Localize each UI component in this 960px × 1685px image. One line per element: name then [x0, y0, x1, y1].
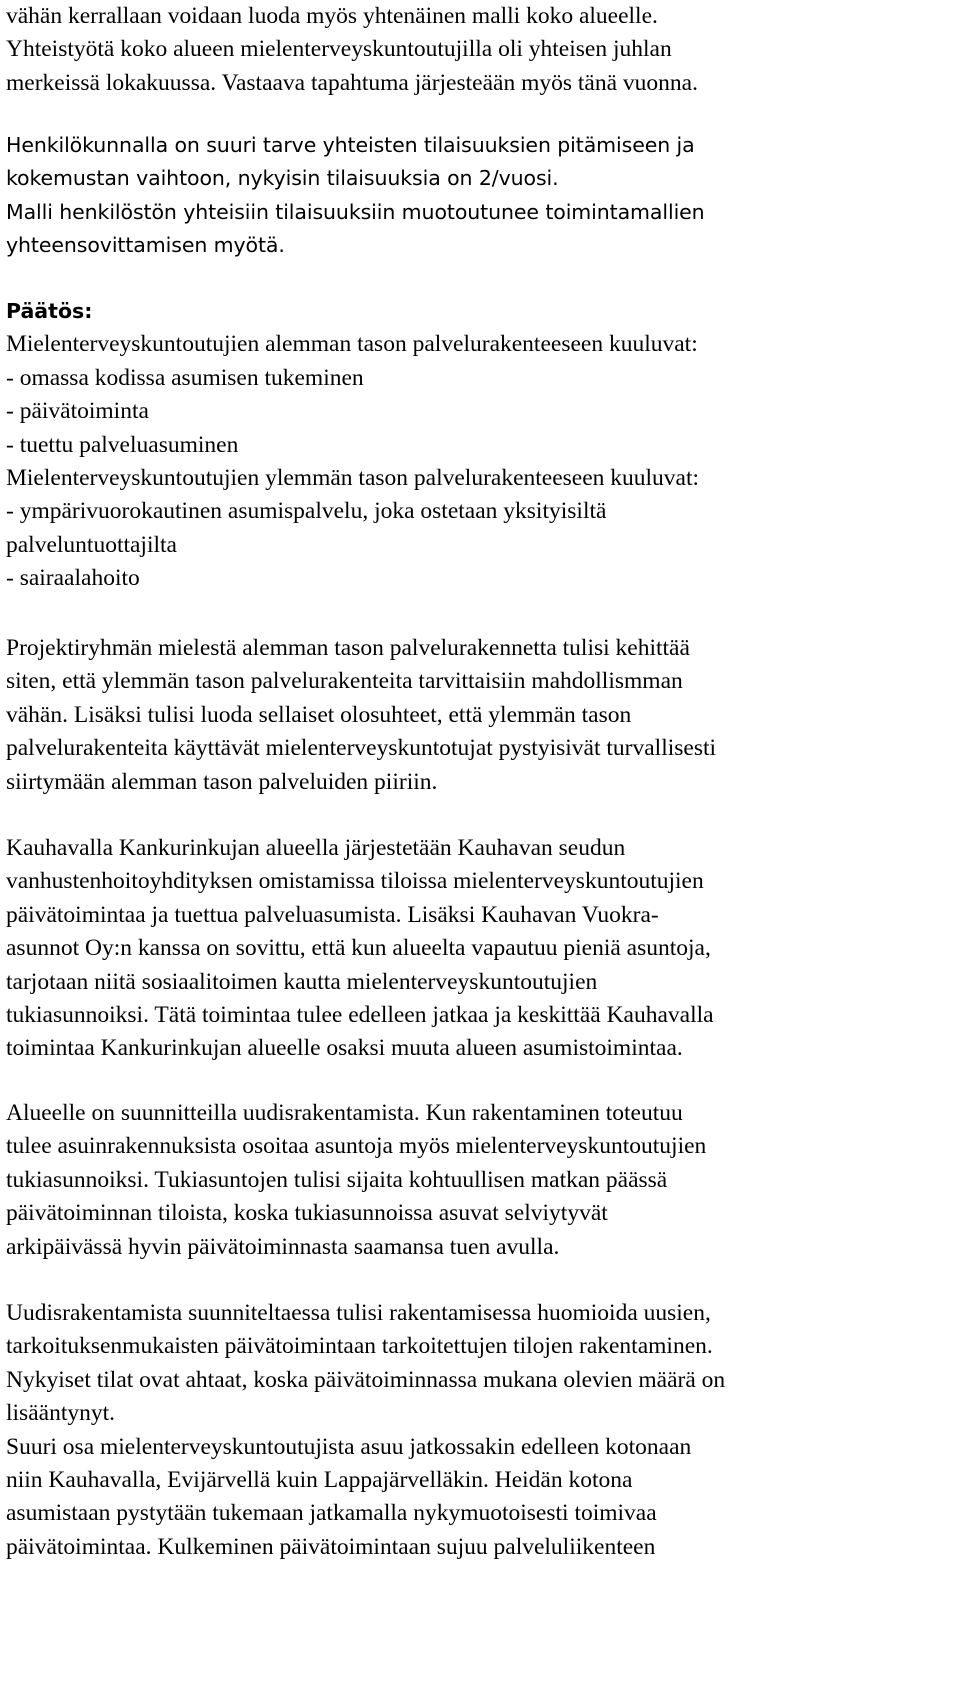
- text-line: tarjotaan niitä sosiaalitoimen kautta mielenterveyskuntoutujien: [6, 968, 598, 995]
- text-line: vähän kerrallaan voidaan luoda myös yhtenäinen malli koko alueelle.: [6, 3, 658, 29]
- text-line: Henkilökunnalla on suuri tarve yhteisten tilaisuuksien pitämiseen ja: [6, 133, 695, 157]
- text-line: Malli henkilöstön yhteisiin tilaisuuksiin muotoutunee toimintamallien: [6, 199, 705, 224]
- text-line: tarkoituksenmukaisten päivätoimintaan tarkoitettujen tilojen rakentaminen.: [6, 1333, 713, 1360]
- list-item: - sairaalahoito: [6, 565, 140, 592]
- text-line: Projektiryhmän mielestä alemman tason palvelurakennetta tulisi kehittää: [6, 635, 690, 661]
- text-line: Mielenterveyskuntoutujien ylemmän tason palvelurakenteeseen kuuluvat:: [6, 464, 700, 491]
- text-line: Suuri osa mielenterveyskuntoutujista asuu jatkossakin edelleen kotonaan: [6, 1433, 692, 1460]
- text-line: tukiasunnoiksi. Tukiasuntojen tulisi sijaita kohtuullisen matkan päässä: [6, 1166, 668, 1193]
- decision-heading: Päätös:: [6, 299, 93, 323]
- list-item: - ympärivuorokautinen asumispalvelu, joka ostetaan yksityisiltä: [6, 498, 607, 525]
- text-line: vanhustenhoitoyhdityksen omistamissa tiloissa mielenterveyskuntoutujien: [6, 868, 704, 895]
- text-line: Alueelle on suunnitteilla uudisrakentamista. Kun rakentaminen toteutuu: [6, 1100, 683, 1126]
- text-line: päivätoimintaa. Kulkeminen päivätoimintaan sujuu palveluliikenteen: [6, 1533, 656, 1560]
- text-line: yhteensovittamisen myötä.: [6, 233, 285, 258]
- paragraph-project-group: [6, 632, 956, 799]
- text-line: Mielenterveyskuntoutujien alemman tason palvelurakenteeseen kuuluvat:: [6, 331, 698, 358]
- text-line: niin Kauhavalla, Evijärvellä kuin Lappajärvelläkin. Heidän kotona: [6, 1466, 633, 1493]
- text-line: asunnot Oy:n kanssa on sovittu, että kun alueelta vapautuu pieniä asuntoja,: [6, 935, 711, 962]
- text-line: asumistaan pystytään tukemaan jatkamalla nykymuotoisesti toimivaa: [6, 1500, 657, 1527]
- paragraph-decision: [6, 295, 956, 596]
- paragraph-model-intro: [6, 0, 956, 100]
- text-line: palveluntuottajilta: [6, 531, 177, 558]
- text-line: siirtymään alemman tason palveluiden piiriin.: [6, 768, 438, 795]
- text-line: kokemustan vaihtoon, nykyisin tilaisuuksia on 2/vuosi.: [6, 166, 559, 191]
- paragraph-kauhava: [6, 832, 956, 1066]
- text-line: siten, että ylemmän tason palvelurakenteita tarvittaisiin mahdollismman: [6, 668, 683, 695]
- paragraph-staff-events: [6, 129, 956, 263]
- text-line: merkeissä lokakuussa. Vastaava tapahtuma järjesteään myös tänä vuonna.: [6, 69, 698, 96]
- list-item: - tuettu palveluasuminen: [6, 431, 239, 458]
- text-line: Nykyiset tilat ovat ahtaat, koska päivätoiminnassa mukana olevien määrä on: [6, 1366, 726, 1393]
- text-line: tulee asuinrakennuksista osoitaa asuntoja myös mielenterveyskuntoutujien: [6, 1133, 707, 1160]
- list-item: - omassa kodissa asumisen tukeminen: [6, 364, 364, 391]
- paragraph-facilities: [6, 1297, 956, 1564]
- paragraph-new-construction: [6, 1097, 956, 1264]
- text-line: tukiasunnoiksi. Tätä toimintaa tulee edelleen jatkaa ja keskittää Kauhavalla: [6, 1001, 714, 1028]
- text-line: päivätoimintaa ja tuettua palveluasumista. Lisäksi Kauhavan Vuokra-: [6, 901, 659, 928]
- text-line: Kauhavalla Kankurinkujan alueella järjestetään Kauhavan seudun: [6, 835, 626, 861]
- text-line: toimintaa Kankurinkujan alueelle osaksi muuta alueen asumistoimintaa.: [6, 1035, 683, 1062]
- text-line: Yhteistyötä koko alueen mielenterveyskuntoutujilla oli yhteisen juhlan: [6, 36, 672, 63]
- text-line: arkipäivässä hyvin päivätoiminnasta saamansa tuen avulla.: [6, 1233, 560, 1260]
- text-line: palvelurakenteita käyttävät mielenterveyskuntotujat pystyisivät turvallisesti: [6, 735, 717, 762]
- text-line: päivätoiminnan tiloista, koska tukiasunnoissa asuvat selviytyvät: [6, 1200, 608, 1227]
- text-line: lisääntynyt.: [6, 1400, 115, 1427]
- text-line: vähän. Lisäksi tulisi luoda sellaiset olosuhteet, että ylemmän tason: [6, 701, 632, 728]
- text-line: Uudisrakentamista suunniteltaessa tulisi rakentamisessa huomioida uusien,: [6, 1300, 711, 1326]
- list-item: - päivätoiminta: [6, 398, 149, 425]
